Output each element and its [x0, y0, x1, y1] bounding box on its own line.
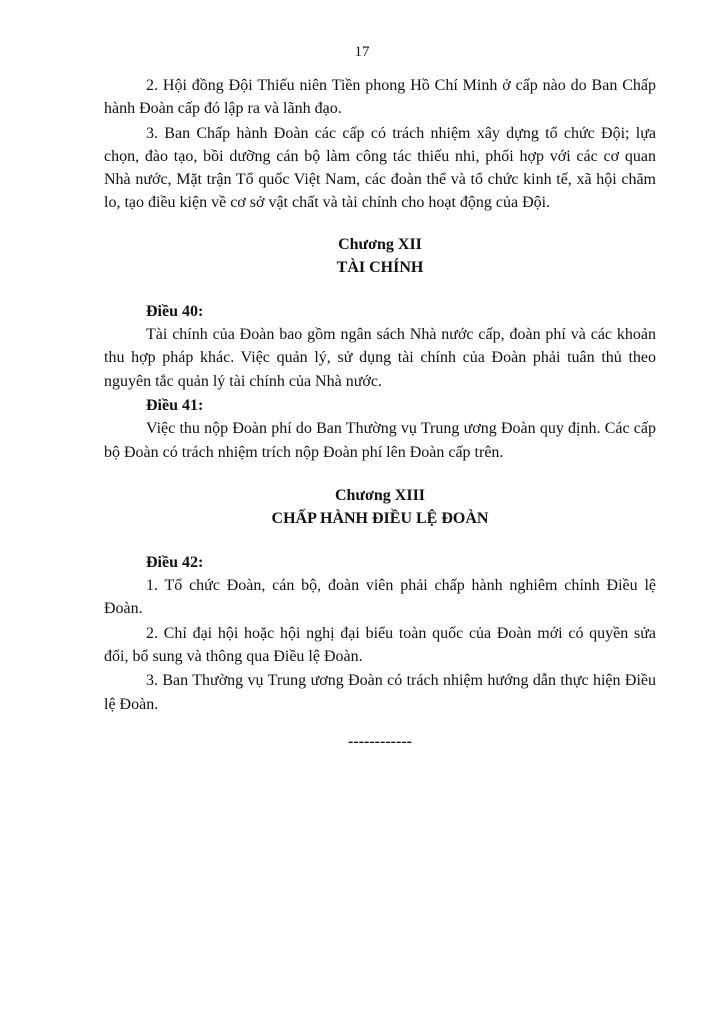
- chapter-title: TÀI CHÍNH: [336, 258, 424, 276]
- chapter-heading: [104, 233, 656, 279]
- document-body: [104, 74, 656, 753]
- paragraph: 1. Tổ chức Đoàn, cán bộ, đoàn viên phải chấp hành nghiêm chỉnh Điều lệ Đoàn.: [104, 577, 656, 618]
- paragraph: Việc thu nộp Đoàn phí do Ban Thường vụ Trung ương Đoàn quy định. Các cấp bộ Đoàn có trách nhiệm trích nộp Đoàn phí lên Đoàn cấp trên.: [104, 420, 656, 461]
- paragraph: 3. Ban Thường vụ Trung ương Đoàn có trách nhiệm hướng dẫn thực hiện Điều lệ Đoàn.: [104, 672, 656, 713]
- paragraph: 3. Ban Chấp hành Đoàn các cấp có trách nhiệm xây dựng tổ chức Đội; lựa chọn, đào tạo, bồi dưỡng cán bộ làm công tác thiếu nhi, phối hợp với các cơ quan Nhà nước, Mặt trận Tổ quốc Việt Nam, các đoàn thể và tổ chức kinh tế, xã hội chăm lo, tạo điều kiện về cơ sở vật chất và tài chính cho hoạt động của Đội.: [104, 124, 656, 212]
- chapter-heading: [104, 484, 656, 530]
- paragraph: 2. Chỉ đại hội hoặc hội nghị đại biểu toàn quốc của Đoàn mới có quyền sửa đổi, bổ sung và thông qua Điều lệ Đoàn.: [104, 624, 656, 666]
- article-heading: Điều 41:: [146, 396, 204, 414]
- article-heading: Điều 42:: [146, 553, 204, 571]
- article-heading: Điều 40:: [146, 302, 204, 320]
- chapter-label: Chương XII: [338, 235, 422, 253]
- page-number: 17: [354, 44, 370, 60]
- end-marker: ------------: [348, 732, 412, 750]
- chapter-label: Chương XIII: [334, 486, 426, 504]
- chapter-title: CHẤP HÀNH ĐIỀU LỆ ĐOÀN: [271, 509, 489, 527]
- paragraph: Tài chính của Đoàn bao gồm ngân sách Nhà nước cấp, đoàn phí và các khoản thu hợp pháp khác. Việc quản lý, sử dụng tài chính của Đoàn phải tuân thủ theo nguyên tắc quản lý tài chính của Nhà nước.: [104, 326, 656, 390]
- paragraph: 2. Hội đồng Đội Thiếu niên Tiền phong Hồ Chí Minh ở cấp nào do Ban Chấp hành Đoàn cấp đó lập ra và lãnh đạo.: [104, 77, 656, 118]
